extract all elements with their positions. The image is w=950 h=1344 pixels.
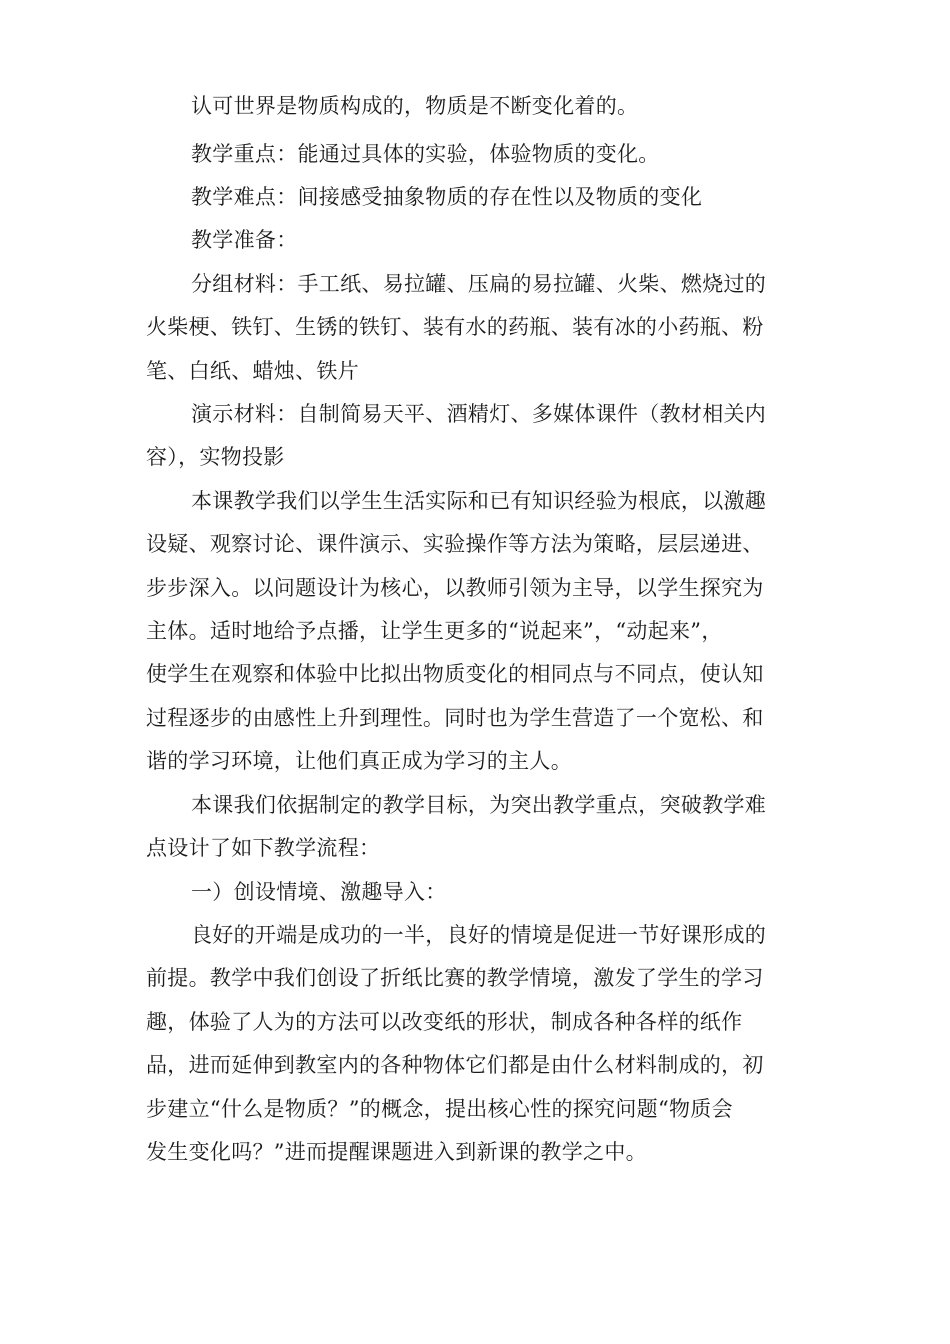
text-line: 设疑、观察讨论、课件演示、实验操作等方法为策略，层层递进、	[146, 532, 764, 556]
text-line: 教学准备：	[191, 228, 298, 252]
text-line: 本课教学我们以学生生活实际和已有知识经验为根底，以激趣	[191, 489, 767, 513]
text-line: 使学生在观察和体验中比拟出物质变化的相同点与不同点，使认知	[146, 662, 764, 686]
text-line: 谐的学习环境，让他们真正成为学习的主人。	[146, 749, 572, 773]
text-line: 笔、白纸、蜡烛、铁片	[146, 359, 359, 383]
text-line: 步步深入。以问题设计为核心，以教师引领为主导，以学生探究为	[146, 576, 764, 600]
text-line: 火柴梗、铁钉、生锈的铁钉、装有水的药瓶、装有冰的小药瓶、粉	[146, 315, 764, 339]
text-line: 前提。教学中我们创设了折纸比赛的教学情境，激发了学生的学习	[146, 966, 764, 990]
text-line: 趣，体验了人为的方法可以改变纸的形状，制成各种各样的纸作	[146, 1010, 743, 1034]
text-line: 认可世界是物质构成的，物质是不断变化着的。	[191, 94, 639, 118]
text-line: 步建立“什么是物质？”的概念，提出核心性的探究问题“物质会	[146, 1097, 733, 1121]
text-line: 教学重点：能通过具体的实验，体验物质的变化。	[191, 142, 660, 166]
text-line: 过程逐步的由感性上升到理性。同时也为学生营造了一个宽松、和	[146, 706, 764, 730]
text-line: 主体。适时地给予点播，让学生更多的“说起来”，“动起来”，	[146, 619, 723, 643]
text-line: 发生变化吗？”进而提醒课题进入到新课的教学之中。	[146, 1140, 647, 1164]
text-line: 容），实物投影	[146, 445, 285, 469]
text-line: 品，进而延伸到教室内的各种物体它们都是由什么材料制成的，初	[146, 1053, 764, 1077]
text-line: 点设计了如下教学流程：	[146, 836, 381, 860]
text-line: 演示材料：自制简易天平、酒精灯、多媒体课件（教材相关内	[191, 402, 767, 426]
text-line: 本课我们依据制定的教学目标，为突出教学重点，突破教学难	[191, 793, 767, 817]
text-line: 分组材料：手工纸、易拉罐、压扁的易拉罐、火柴、燃烧过的	[191, 272, 767, 296]
text-line: 一）创设情境、激趣导入：	[191, 880, 447, 904]
text-line: 教学难点：间接感受抽象物质的存在性以及物质的变化	[191, 185, 703, 209]
text-line: 良好的开端是成功的一半，良好的情境是促进一节好课形成的	[191, 923, 767, 947]
